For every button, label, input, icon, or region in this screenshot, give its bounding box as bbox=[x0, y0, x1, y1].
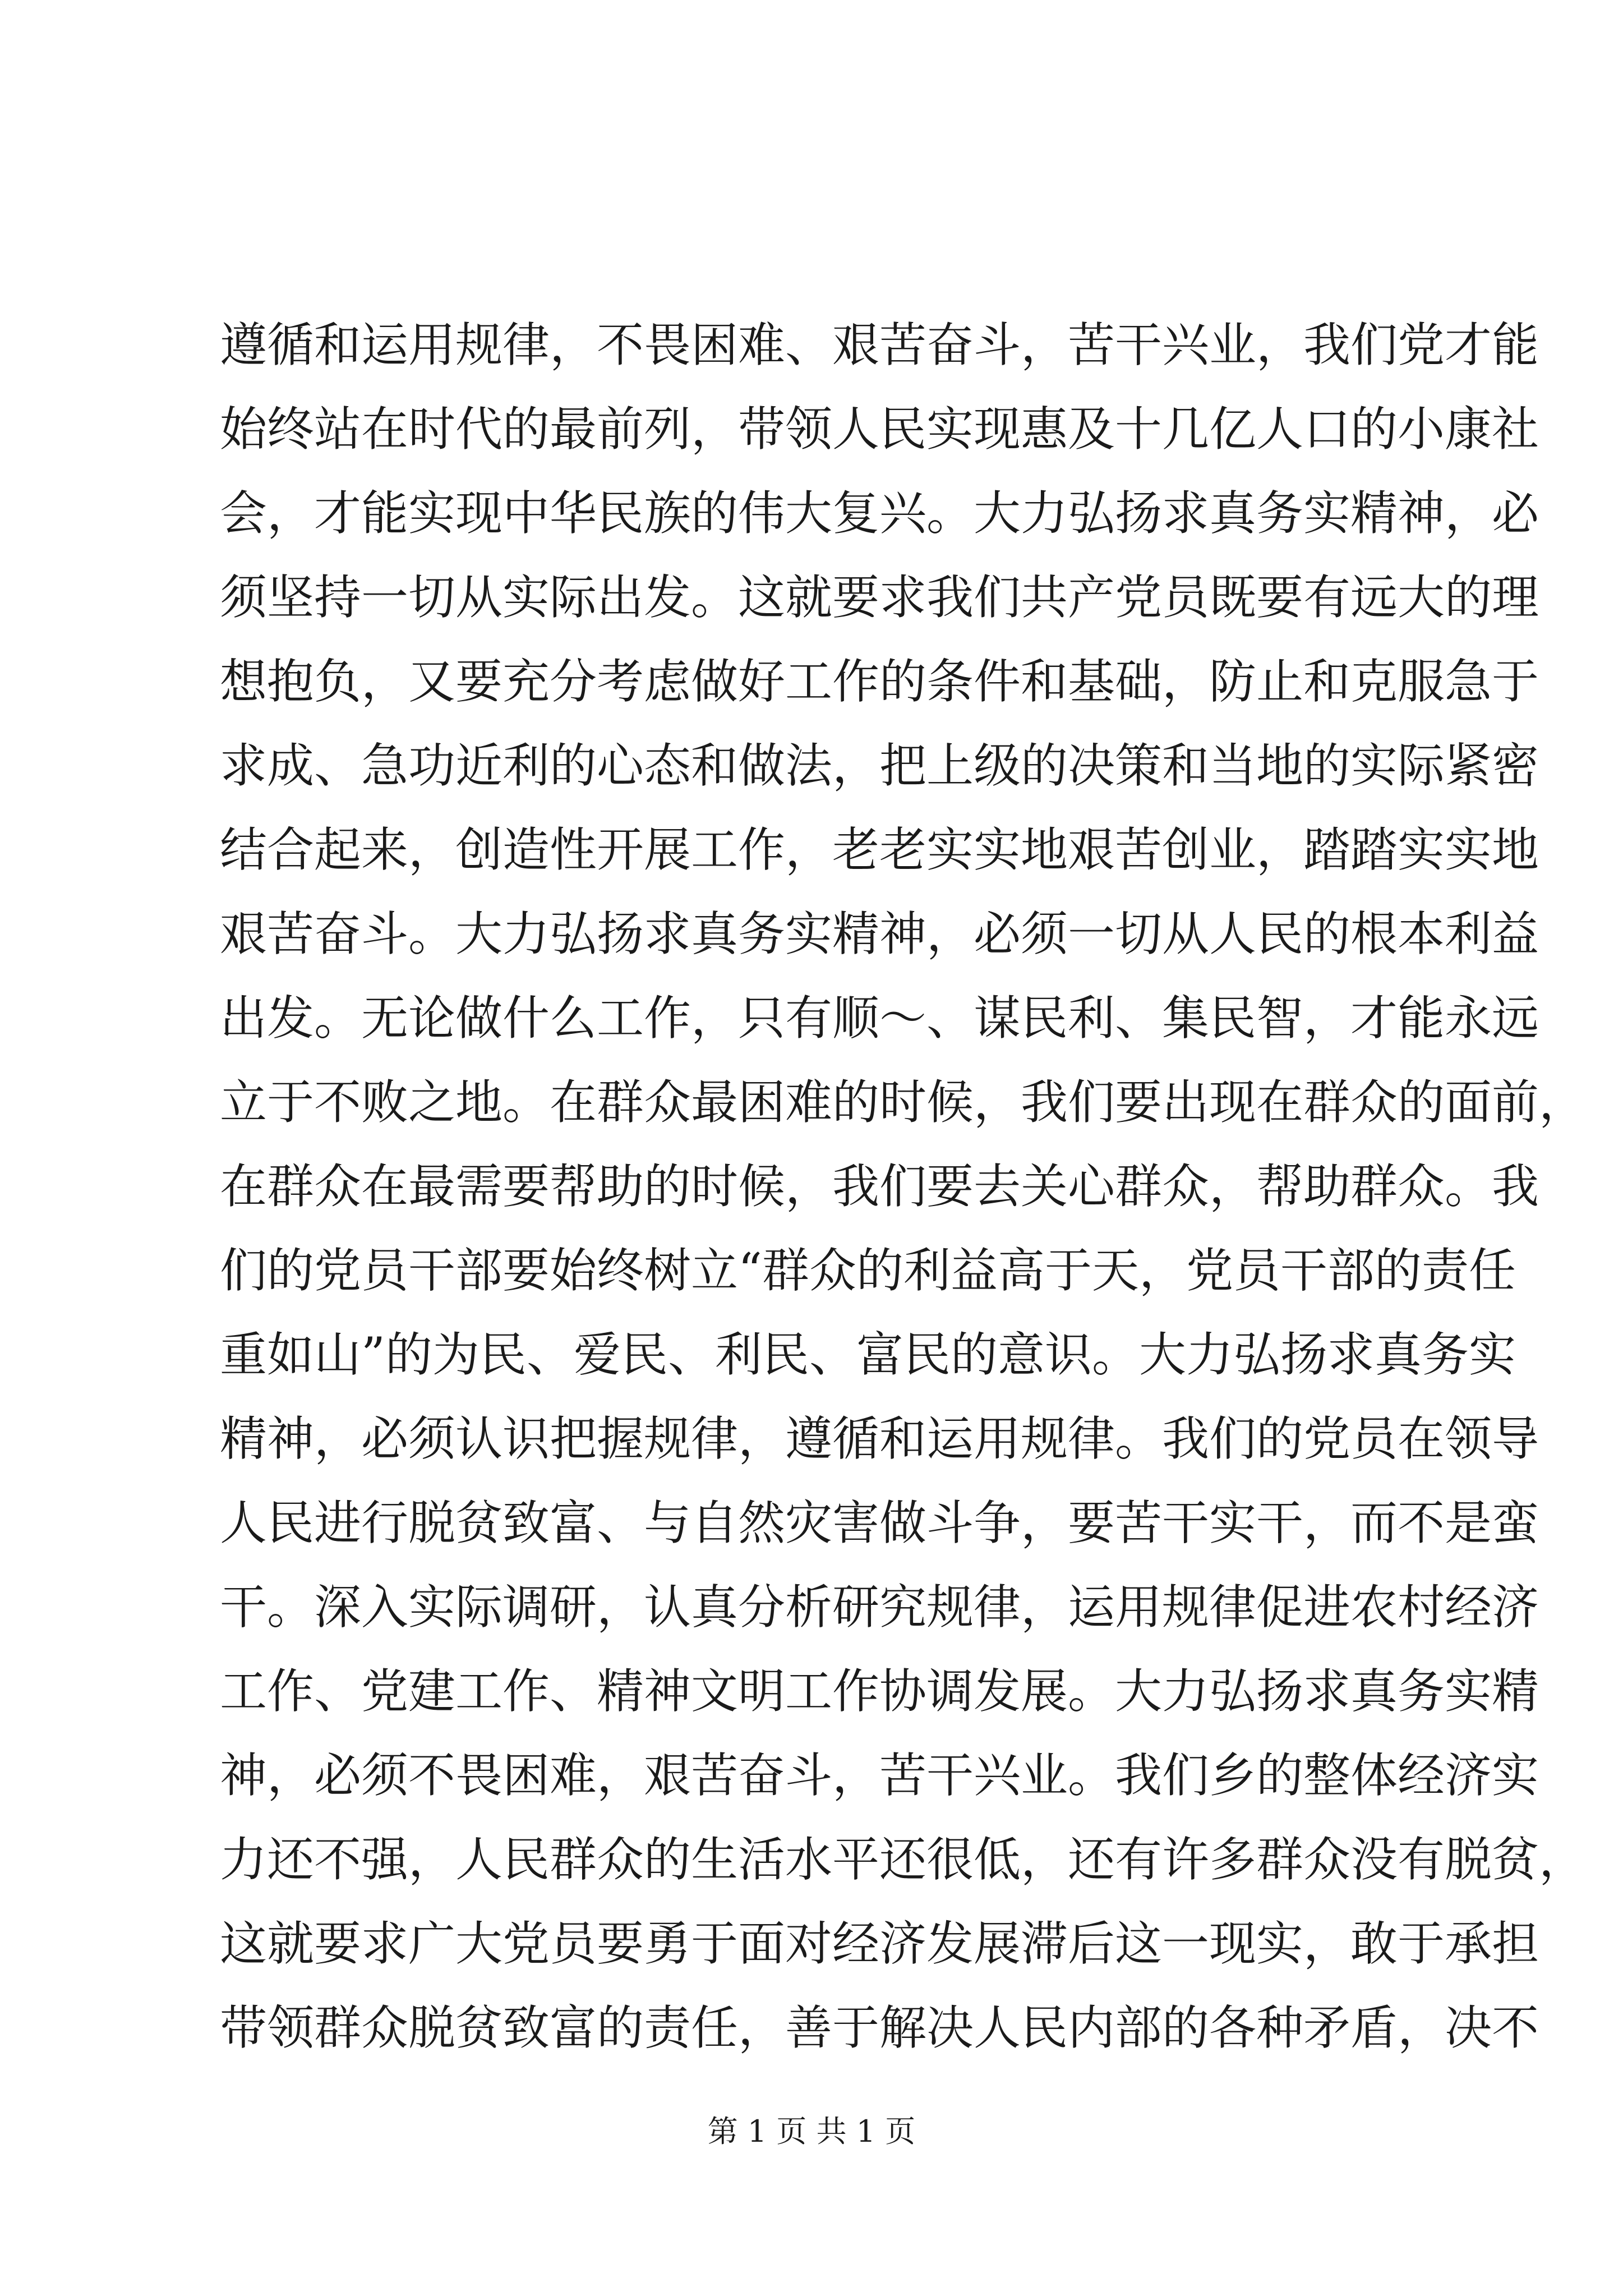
text-line: 这就要求广大党员要勇于面对经济发展滞后这一现实，敢于承担 bbox=[220, 1916, 1539, 1971]
text-line: 神，必须不畏困难，艰苦奋斗，苦干兴业。我们乡的整体经济实 bbox=[220, 1748, 1539, 1803]
text-line: 求成、急功近利的心态和做法，把上级的决策和当地的实际紧密 bbox=[220, 738, 1539, 793]
page-footer bbox=[0, 2109, 1623, 2154]
text-line: 须坚持一切从实际出发。这就要求我们共产党员既要有远大的理 bbox=[220, 570, 1539, 625]
text-line: 在群众在最需要帮助的时候，我们要去关心群众，帮助群众。我 bbox=[220, 1159, 1539, 1214]
text-line: 人民进行脱贫致富、与自然灾害做斗争，要苦干实干，而不是蛮 bbox=[220, 1496, 1539, 1550]
text-line: 结合起来，创造性开展工作，老老实实地艰苦创业，踏踏实实地 bbox=[220, 822, 1539, 877]
text-line: 始终站在时代的最前列，带领人民实现惠及十几亿人口的小康社 bbox=[220, 402, 1539, 457]
page-number: 第 1 页 共 1 页 bbox=[707, 2114, 916, 2149]
text-line: 出发。无论做什么工作，只有顺～、谋民利、集民智，才能永远 bbox=[220, 991, 1539, 1046]
text-line: 们的党员干部要始终树立“群众的利益高于天，党员干部的责任 bbox=[220, 1243, 1516, 1298]
body-text bbox=[220, 303, 1587, 2070]
text-line: 干。深入实际调研，认真分析研究规律，运用规律促进农村经济 bbox=[220, 1580, 1539, 1635]
text-line: 带领群众脱贫致富的责任，善于解决人民内部的各种矛盾，决不 bbox=[220, 2000, 1539, 2055]
text-line: 立于不败之地。在群众最困难的时候，我们要出现在群众的面前， bbox=[220, 1075, 1587, 1130]
text-line: 力还不强，人民群众的生活水平还很低，还有许多群众没有脱贫， bbox=[220, 1832, 1587, 1887]
text-line: 重如山”的为民、爱民、利民、富民的意识。大力弘扬求真务实 bbox=[220, 1327, 1516, 1382]
text-line: 遵循和运用规律，不畏困难、艰苦奋斗，苦干兴业，我们党才能 bbox=[220, 318, 1539, 372]
text-line: 想抱负，又要充分考虑做好工作的条件和基础，防止和克服急于 bbox=[220, 654, 1539, 709]
text-line: 艰苦奋斗。大力弘扬求真务实精神，必须一切从人民的根本利益 bbox=[220, 907, 1539, 961]
text-line: 会，才能实现中华民族的伟大复兴。大力弘扬求真务实精神，必 bbox=[220, 486, 1539, 541]
text-line: 工作、党建工作、精神文明工作协调发展。大力弘扬求真务实精 bbox=[220, 1664, 1539, 1719]
text-line: 精神，必须认识把握规律，遵循和运用规律。我们的党员在领导 bbox=[220, 1411, 1539, 1466]
